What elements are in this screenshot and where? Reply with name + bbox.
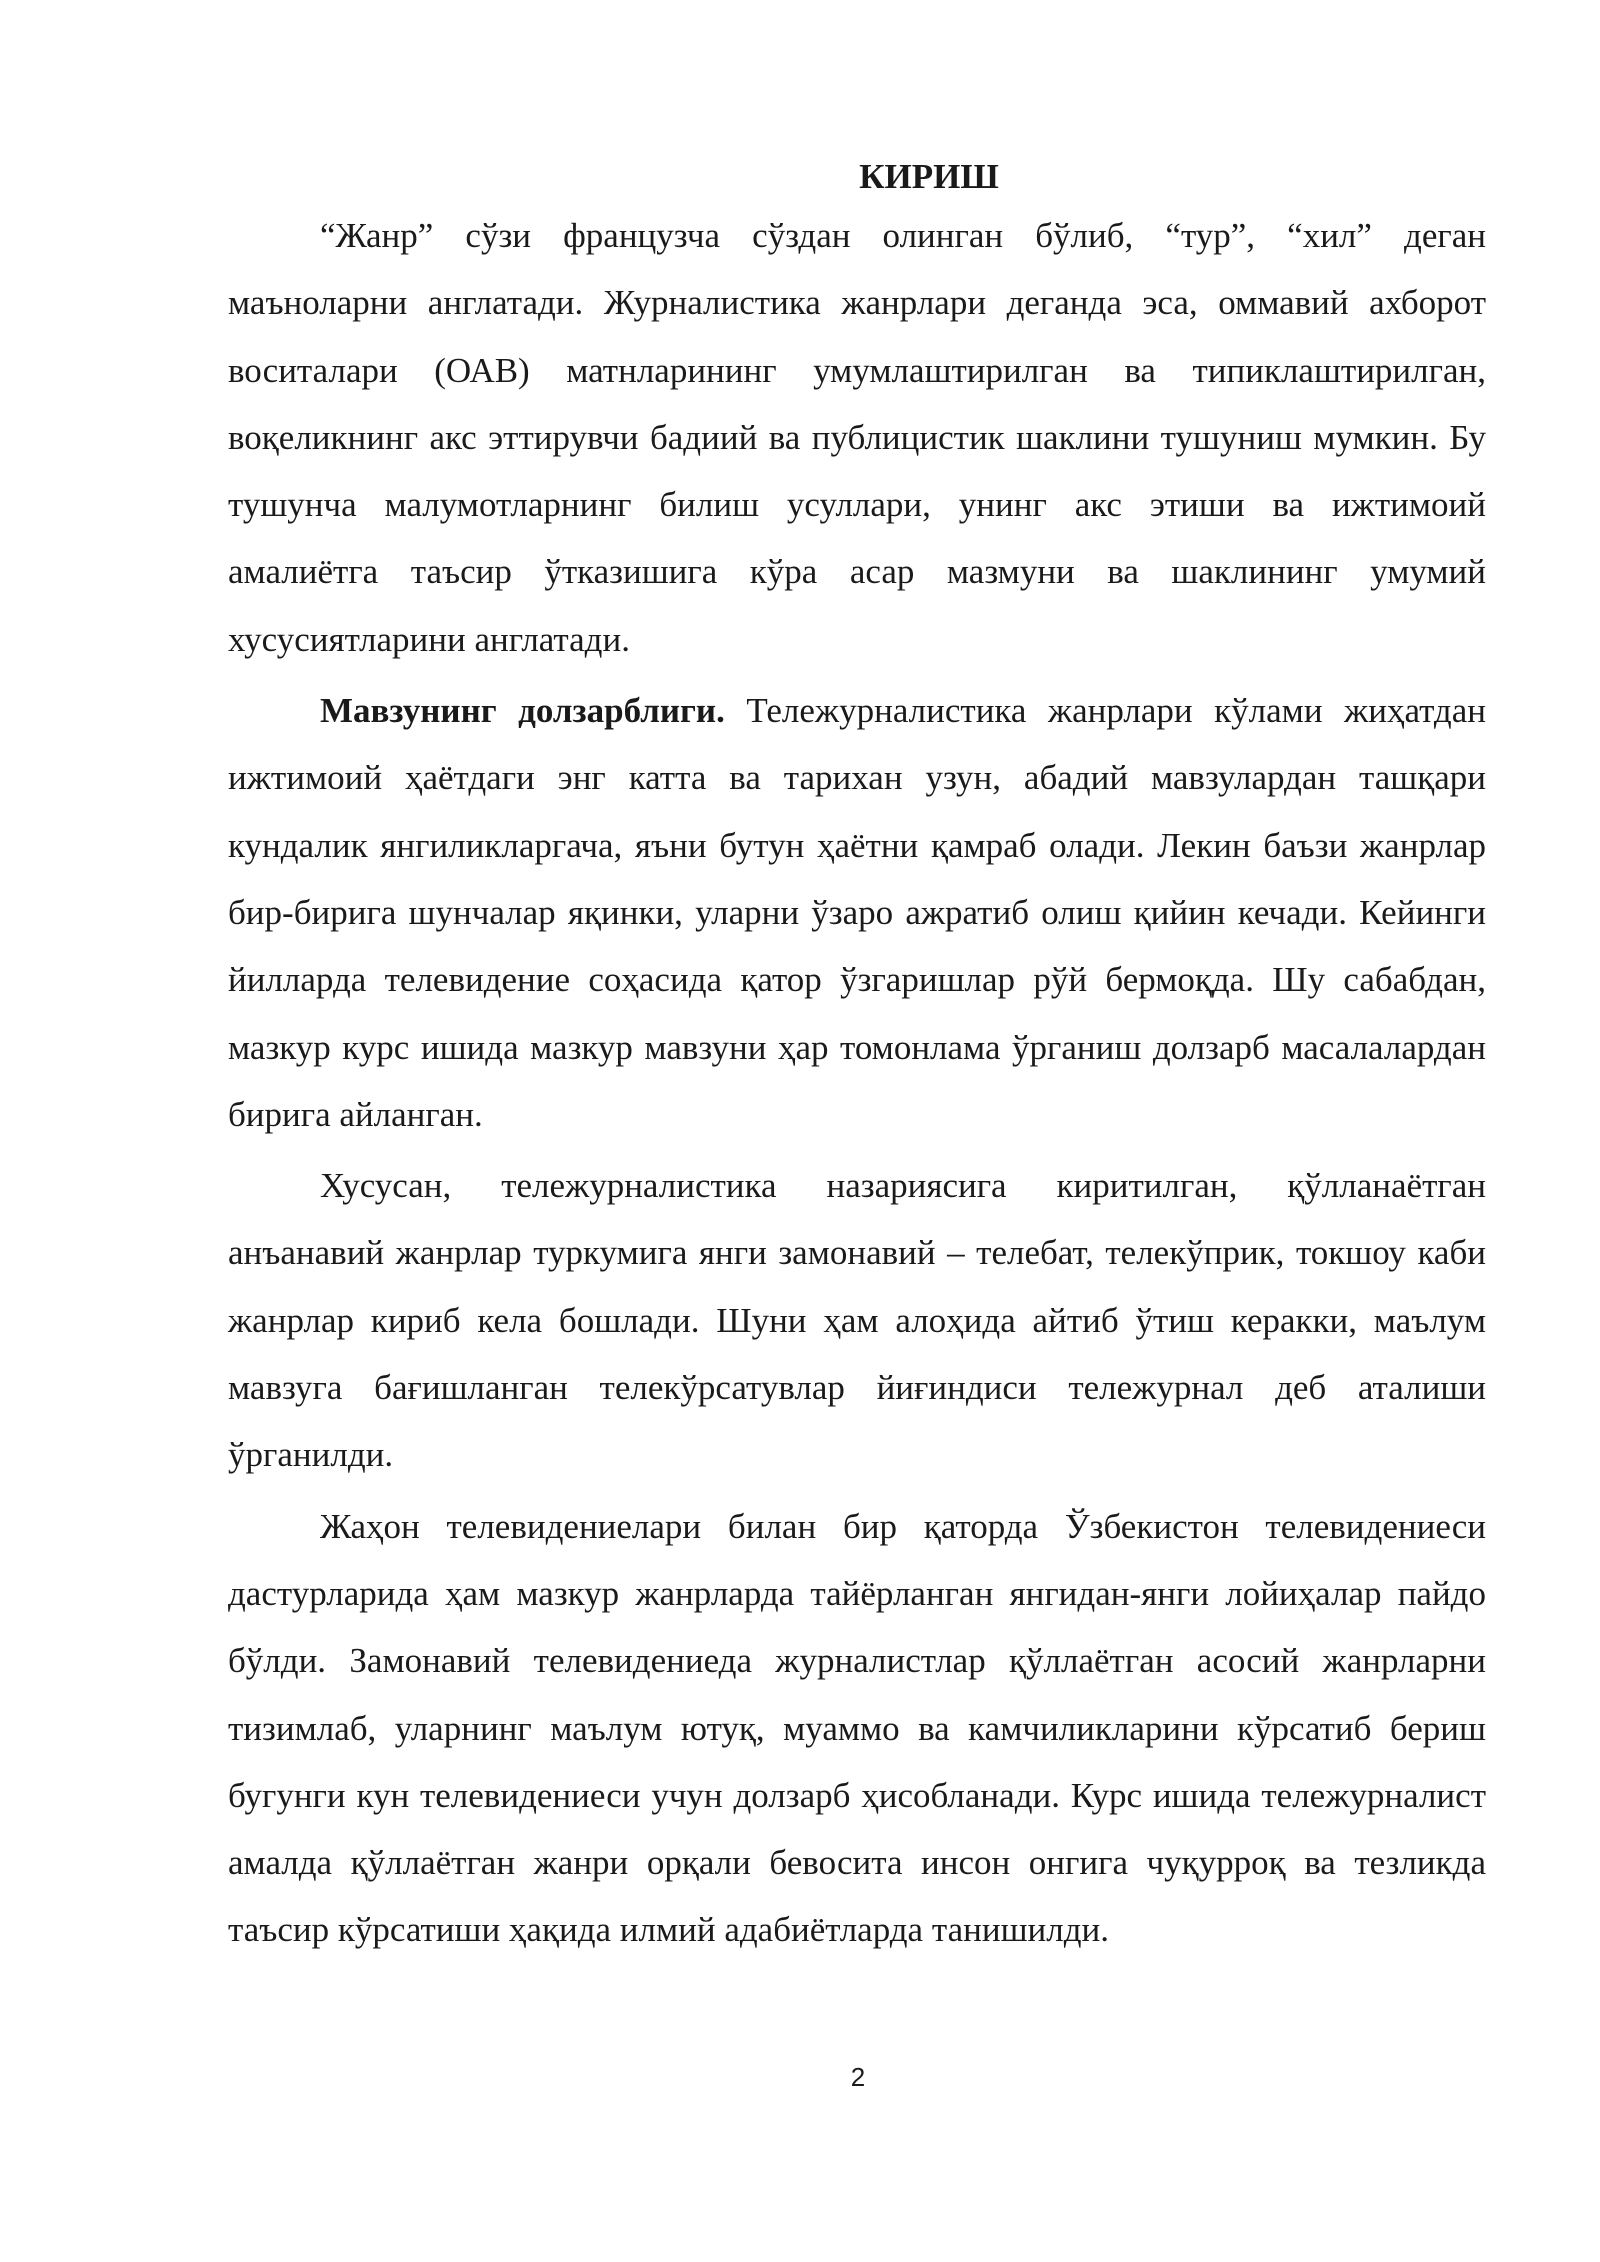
paragraph-2-text: Тележурналистика жанрлари кўлами жиҳатдан ижтимоий ҳаётдаги энг катта ва тарихан узун, абадий мавзулардан ташқари кундалик янгиликларгача, яъни бутун ҳаётни қамраб олади. Лекин баъзи жанрлар бир-бирига шунчалар яқинки, уларни ўзаро ажратиб олиш қийин кечади. Кейинги йилларда телевидение соҳасида қатор ўзгаришлар рўй бермоқда. Шу сабабдан, мазкур курс ишида мазкур мавзуни ҳар томонлама ўрганиш долзарб масалалардан бирига айланган.	[228, 691, 1487, 1134]
paragraph-3	[228, 1152, 1486, 1488]
paragraph-1	[228, 202, 1486, 673]
paragraph-3-text: Хусусан, тележурналистика назариясига киритилган, қўлланаётган анъанавий жанрлар туркумига янги замонавий – телебат, телекўприк, токшоу каби жанрлар кириб кела бошлади. Шуни ҳам алоҳида айтиб ўтиш керакки, маълум мавзуга бағишланган телекўрсатувлар йиғиндиси тележурнал деб аталиши ўрганилди.	[228, 1166, 1486, 1475]
paragraph-1-text: “Жанр” сўзи французча сўздан олинган бўлиб, “тур”, “хил” деган маъноларни англатади. Журналистика жанрлари деганда эса, оммавий ахборот воситалари (ОАВ) матнларининг умумлаштирилган ва типиклаштирилган, воқеликнинг акс эттирувчи бадиий ва публицистик шаклини тушуниш мумкин. Бу тушунча малумотларнинг билиш усуллари, унинг акс этиши ва ижтимоий амалиётга таъсир ўтказишига кўра асар мазмуни ва шаклининг умумий хусусиятларини англатади.	[228, 216, 1486, 659]
paragraph-4	[228, 1493, 1486, 1964]
paragraph-2	[228, 677, 1486, 1148]
page-number: 2	[850, 2062, 866, 2092]
section-heading: КИРИШ	[859, 157, 999, 196]
page-body	[228, 152, 1486, 1968]
paragraph-4-text: Жаҳон телевидениелари билан бир қаторда Ўзбекистон телевидениеси дастурларида ҳам мазкур жанрларда тайёрланган янгидан-янги лойиҳалар пайдо бўлди. Замонавий телевидениеда журналистлар қўллаётган асосий жанрларни тизимлаб, уларнинг маълум ютуқ, муаммо ва камчиликларини кўрсатиб бериш бугунги кун телевидениеси учун долзарб ҳисобланади. Курс ишида тележурналист амалда қўллаётган жанри орқали бевосита инсон онгига чуқурроқ ва тезликда таъсир кўрсатиши ҳақида илмий адабиётларда танишилди.	[228, 1506, 1486, 1950]
paragraph-2-lead: Мавзунинг долзарблиги.	[320, 691, 725, 731]
